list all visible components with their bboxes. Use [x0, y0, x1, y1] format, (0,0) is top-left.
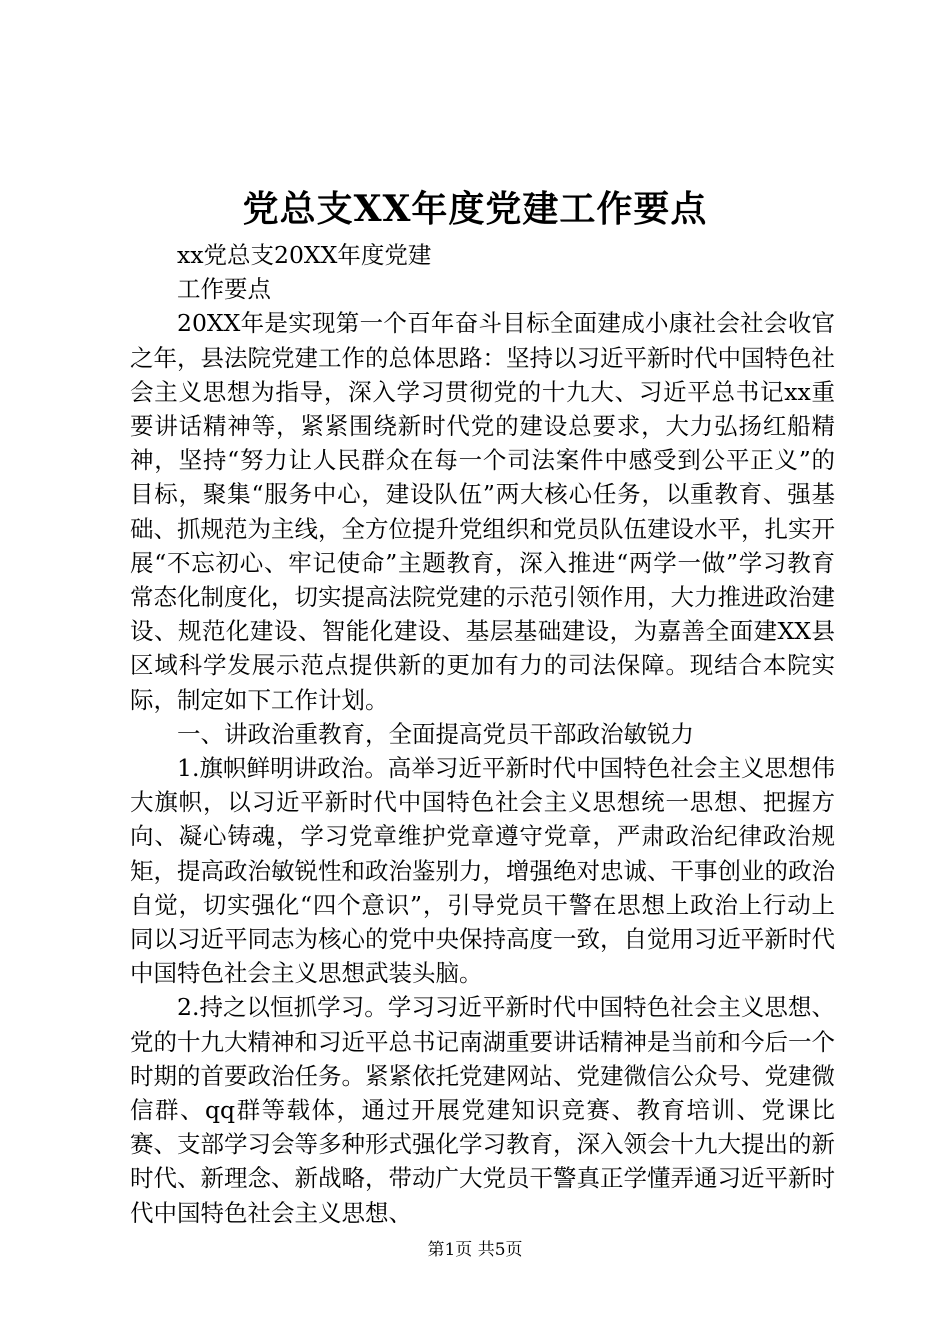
paragraph-subtitle-line1: xx党总支20XX年度党建 — [177, 241, 432, 269]
paragraph-subtitle-line2: 工作要点 — [177, 275, 271, 304]
document-title: 党总支XX年度党建工作要点 — [242, 188, 708, 230]
document-body — [130, 238, 835, 1230]
paragraph-intro: 20XX年是实现第一个百年奋斗目标全面建成小康社会社会收官之年，县法院党建工作的总体思路：坚持以习近平新时代中国特色社会主义思想为指导，深入学习贯彻党的十九大、习近平总书记xx重要讲话精神等，紧紧围绕新时代党的建设总要求，大力弘扬红船精神，坚持“努力让人民群众在每一个司法案件中感受到公平正义”的目标，聚集“服务中心，建设队伍”两大核心任务，以重教育、强基础、抓规范为主线，全方位提升党组织和党员队伍建设水平，扎实开展“不忘初心、牢记使命”主题教育，深入推进“两学一做”学习教育常态化制度化，切实提高法院党建的示范引领作用，大力推进政治建设、规范化建设、智能化建设、基层基础建设，为嘉善全面建XX县区域科学发展示范点提供新的更加有力的司法保障。现结合本院实际，制定如下工作计划。 — [130, 309, 835, 714]
paragraph-item-2: 2.持之以恒抓学习。学习习近平新时代中国特色社会主义思想、党的十九大精神和习近平总书记南湖重要讲话精神是当前和今后一个时期的首要政治任务。紧紧依托党建网站、党建微信公众号、党建微信群、qq群等载体，通过开展党建知识竞赛、教育培训、党课比赛、支部学习会等多种形式强化学习教育，深入领会十九大提出的新时代、新理念、新战略，带动广大党员干警真正学懂弄通习近平新时代中国特色社会主义思想、 — [130, 993, 835, 1227]
section-heading-1: 一、讲政治重教育，全面提高党员干部政治敏锐力 — [177, 719, 694, 748]
page-footer: 第1页 共5页 — [427, 1240, 523, 1260]
paragraph-item-1: 1.旗帜鲜明讲政治。高举习近平新时代中国特色社会主义思想伟大旗帜，以习近平新时代中国特色社会主义思想统一思想、把握方向、凝心铸魂，学习党章维护党章遵守党章，严肃政治纪律政治规矩，提高政治敏锐性和政治鉴别力，增强绝对忠诚、干事创业的政治自觉，切实强化“四个意识”，引导党员干警在思想上政治上行动上同以习近平同志为核心的党中央保持高度一致，自觉用习近平新时代中国特色社会主义思想武装头脑。 — [130, 754, 835, 988]
